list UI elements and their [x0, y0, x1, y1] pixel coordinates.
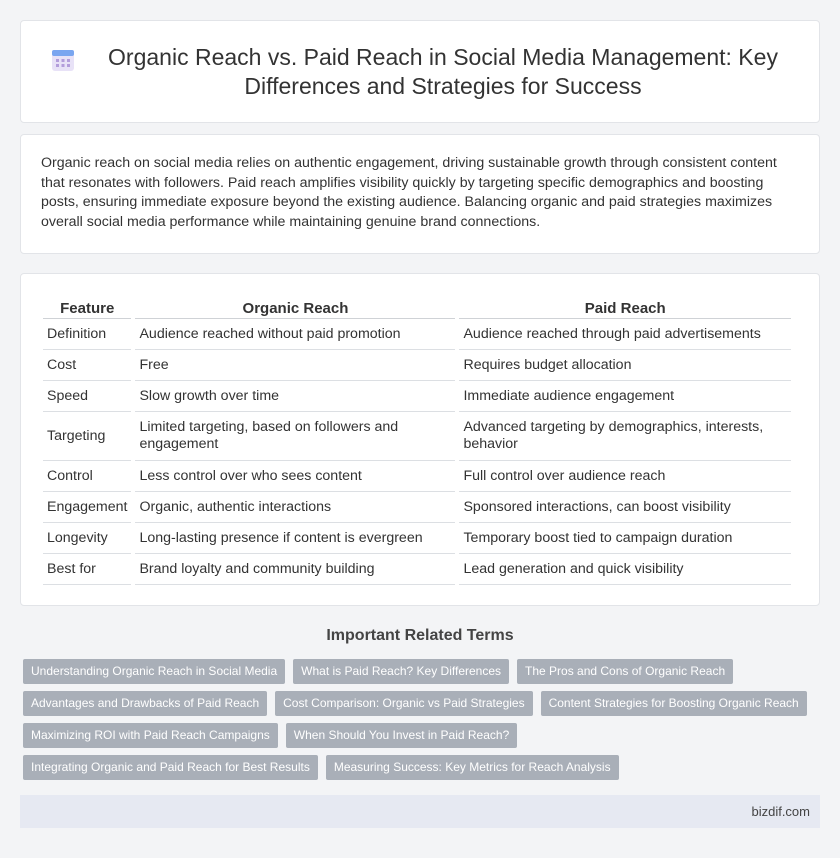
cell-feature: Speed	[43, 381, 131, 412]
comparison-table	[39, 294, 795, 585]
related-term-tag[interactable]: The Pros and Cons of Organic Reach	[517, 659, 733, 684]
related-term-tag[interactable]: Cost Comparison: Organic vs Paid Strategies	[275, 691, 532, 716]
cell-paid: Advanced targeting by demographics, interests, behavior	[459, 412, 791, 461]
cell-paid: Audience reached through paid advertisements	[459, 319, 791, 350]
related-term-tag[interactable]: Understanding Organic Reach in Social Media	[23, 659, 285, 684]
cell-paid: Sponsored interactions, can boost visibility	[459, 492, 791, 523]
page-title: Organic Reach vs. Paid Reach in Social Media Management: Key Differences and Strategies for Success	[108, 43, 778, 99]
intro-paragraph: Organic reach on social media relies on authentic engagement, driving sustainable growth through consistent content that resonates with followers. Paid reach amplifies visibility quickly by targeting specific demographics and boosting posts, ensuring immediate exposure beyond the existing audience. Balancing organic and paid strategies maximizes overall social media performance while maintaining genuine brand connections.	[41, 155, 777, 230]
table-row	[43, 381, 791, 412]
cell-paid: Immediate audience engagement	[459, 381, 791, 412]
title-wrap	[50, 43, 790, 101]
footer-site-name[interactable]: bizdif.com	[751, 804, 810, 819]
title-card	[20, 20, 820, 123]
table-row	[43, 350, 791, 381]
cell-paid: Requires budget allocation	[459, 350, 791, 381]
cell-feature: Best for	[43, 554, 131, 585]
table-row	[43, 554, 791, 585]
related-term-tag[interactable]: Maximizing ROI with Paid Reach Campaigns	[23, 723, 278, 748]
calendar-icon	[50, 47, 76, 73]
table-header-row	[43, 294, 791, 319]
cell-feature: Engagement	[43, 492, 131, 523]
header-feature: Feature	[43, 294, 131, 319]
table-row	[43, 523, 791, 554]
related-term-tag[interactable]: When Should You Invest in Paid Reach?	[286, 723, 517, 748]
table-row	[43, 319, 791, 350]
cell-organic: Less control over who sees content	[135, 461, 455, 492]
cell-feature: Targeting	[43, 412, 131, 461]
header-paid-reach: Paid Reach	[459, 294, 791, 319]
related-term-tag[interactable]: Measuring Success: Key Metrics for Reach Analysis	[326, 755, 619, 780]
cell-organic: Limited targeting, based on followers and engagement	[135, 412, 455, 461]
header-organic-reach: Organic Reach	[135, 294, 455, 319]
cell-organic: Brand loyalty and community building	[135, 554, 455, 585]
table-row	[43, 492, 791, 523]
cell-organic: Long-lasting presence if content is evergreen	[135, 523, 455, 554]
cell-feature: Control	[43, 461, 131, 492]
cell-organic: Audience reached without paid promotion	[135, 319, 455, 350]
cell-organic: Organic, authentic interactions	[135, 492, 455, 523]
related-term-tag[interactable]: Content Strategies for Boosting Organic Reach	[541, 691, 807, 716]
related-term-tag[interactable]: Advantages and Drawbacks of Paid Reach	[23, 691, 267, 716]
related-terms-heading: Important Related Terms	[326, 627, 514, 644]
cell-paid: Temporary boost tied to campaign duration	[459, 523, 791, 554]
footer	[20, 795, 820, 828]
cell-feature: Longevity	[43, 523, 131, 554]
cell-organic: Free	[135, 350, 455, 381]
cell-paid: Full control over audience reach	[459, 461, 791, 492]
related-terms-list	[23, 659, 823, 787]
table-row	[43, 461, 791, 492]
cell-paid: Lead generation and quick visibility	[459, 554, 791, 585]
table-row	[43, 412, 791, 461]
comparison-table-card	[20, 273, 820, 606]
cell-feature: Cost	[43, 350, 131, 381]
cell-organic: Slow growth over time	[135, 381, 455, 412]
related-term-tag[interactable]: What is Paid Reach? Key Differences	[293, 659, 509, 684]
intro-card	[20, 134, 820, 254]
cell-feature: Definition	[43, 319, 131, 350]
related-term-tag[interactable]: Integrating Organic and Paid Reach for Best Results	[23, 755, 318, 780]
